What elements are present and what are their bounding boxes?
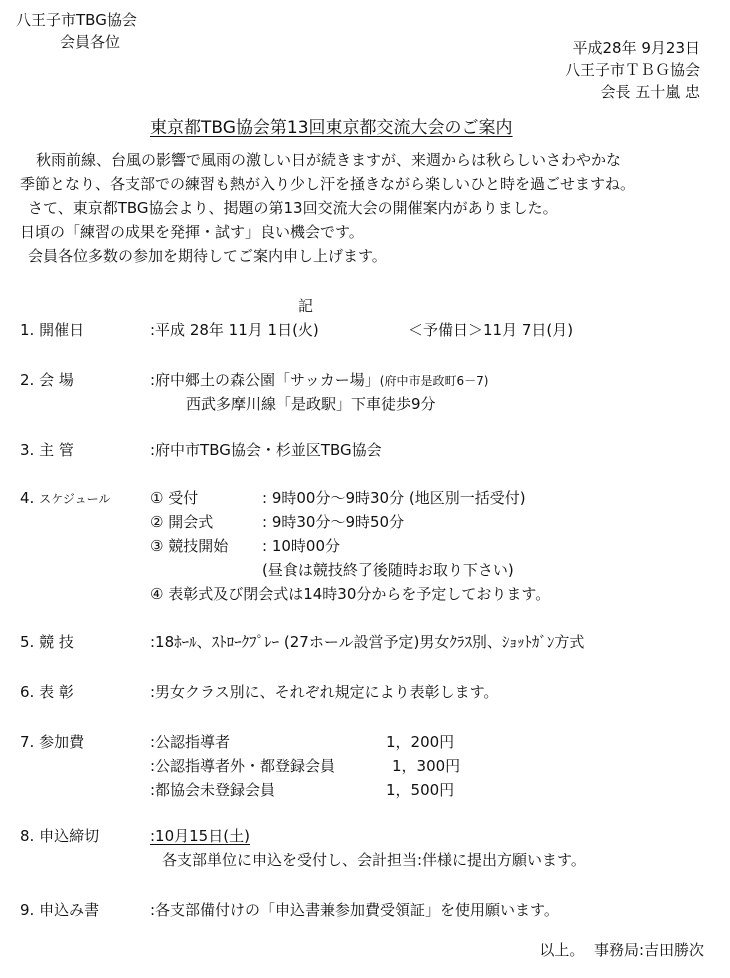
fee-row-amount: 1，200円 xyxy=(386,733,455,751)
schedule-closing: ④ 表彰式及び閉会式は14時30分からを予定しております。 xyxy=(150,585,551,603)
item-schedule-label xyxy=(20,488,110,509)
item-form-label: 9. 申込み書 xyxy=(20,901,100,919)
intro-line: さて、東京都TBG協会より、掲題の第13回交流大会の開催案内がありました。 xyxy=(28,199,558,217)
item-date-reserve: ＜予備日＞11月 7日(月) xyxy=(408,321,574,339)
header-sender-name: 会長 五十嵐 忠 xyxy=(600,83,700,101)
item-competition-value: :18ﾎｰﾙ、ｽﾄﾛｰｸﾌﾟﾚｰ (27ホール設営予定)男女ｸﾗｽ別、ｼｮｯﾄｶﾞﾝ方式 xyxy=(150,633,585,651)
fee-row-amount: 1，300円 xyxy=(392,757,461,775)
header-sender-org: 八王子市ＴＢＧ協会 xyxy=(564,61,700,79)
item-form-value: :各支部備付けの「申込書兼参加費受領証」を使用願います。 xyxy=(150,901,559,919)
schedule-title: スケジュール xyxy=(39,492,111,506)
item-host-label: 3. 主 管 xyxy=(20,441,74,459)
venue-name: :府中郷土の森公園「サッカー場」 xyxy=(150,371,380,389)
item-competition-label: 5. 競 技 xyxy=(20,633,74,651)
page-title: 東京都TBG協会第13回東京都交流大会のご案内 xyxy=(150,118,513,138)
venue-address: (府中市是政町6－7) xyxy=(379,374,489,388)
schedule-row-name: ① 受付 xyxy=(150,489,199,507)
item-deadline-note: 各支部単位に申込を受付し、会計担当:伴様に提出方願います。 xyxy=(162,851,586,869)
fee-row-name: :都協会未登録会員 xyxy=(150,781,276,799)
item-venue-access: 西武多摩川線「是政駅」下車徒歩9分 xyxy=(186,395,436,413)
item-date-label: 1. 開催日 xyxy=(20,321,85,339)
item-date-value: :平成 28年 11月 1日(火) xyxy=(150,321,319,339)
schedule-number: 4. xyxy=(20,489,35,507)
ki-mark: 記 xyxy=(298,297,314,315)
footer xyxy=(539,940,704,960)
header-recipients: 会員各位 xyxy=(60,33,121,51)
fee-row-name: :公認指導者 xyxy=(150,733,231,751)
item-deadline-value: :10月15日(土) xyxy=(150,827,250,845)
schedule-row-name: ② 開会式 xyxy=(150,513,214,531)
intro-line: 日頃の「練習の成果を発揮・試す」良い機会です。 xyxy=(20,223,364,241)
item-venue-label: 2. 会 場 xyxy=(20,371,74,389)
intro-line: 会員各位多数の参加を期待してご案内申し上げます。 xyxy=(28,247,387,265)
schedule-row-time: : 9時30分～9時50分 xyxy=(262,513,405,531)
item-awards-value: :男女クラス別に、それぞれ規定により表彰します。 xyxy=(150,683,499,701)
intro-line: 季節となり、各支部での練習も熱が入り少し汗を掻きながら楽しいひと時を過ごせますね。 xyxy=(20,175,636,193)
header-date: 平成28年 9月23日 xyxy=(572,39,700,57)
item-deadline-label: 8. 申込締切 xyxy=(20,827,100,845)
fee-row-amount: 1，500円 xyxy=(386,781,455,799)
item-venue-value xyxy=(150,370,488,391)
schedule-row-name: ③ 競技開始 xyxy=(150,537,229,555)
schedule-lunch-note: (昼食は競技終了後随時お取り下さい) xyxy=(262,561,514,579)
schedule-row-time: : 10時00分 xyxy=(262,537,340,555)
header-org: 八王子市TBG協会 xyxy=(16,11,137,29)
intro-line: 秋雨前線、台風の影響で風雨の激しい日が続きますが、来週からは秋らしいさわやかな xyxy=(36,151,622,169)
item-fee-label: 7. 参加費 xyxy=(20,733,85,751)
footer-office: 事務局:吉田勝次 xyxy=(593,941,704,959)
footer-end: 以上。 xyxy=(539,941,585,959)
schedule-row-time: : 9時00分～9時30分 (地区別一括受付) xyxy=(262,489,526,507)
item-host-value: :府中市TBG協会・杉並区TBG協会 xyxy=(150,441,382,459)
fee-row-name: :公認指導者外・都登録会員 xyxy=(150,757,336,775)
item-awards-label: 6. 表 彰 xyxy=(20,683,74,701)
